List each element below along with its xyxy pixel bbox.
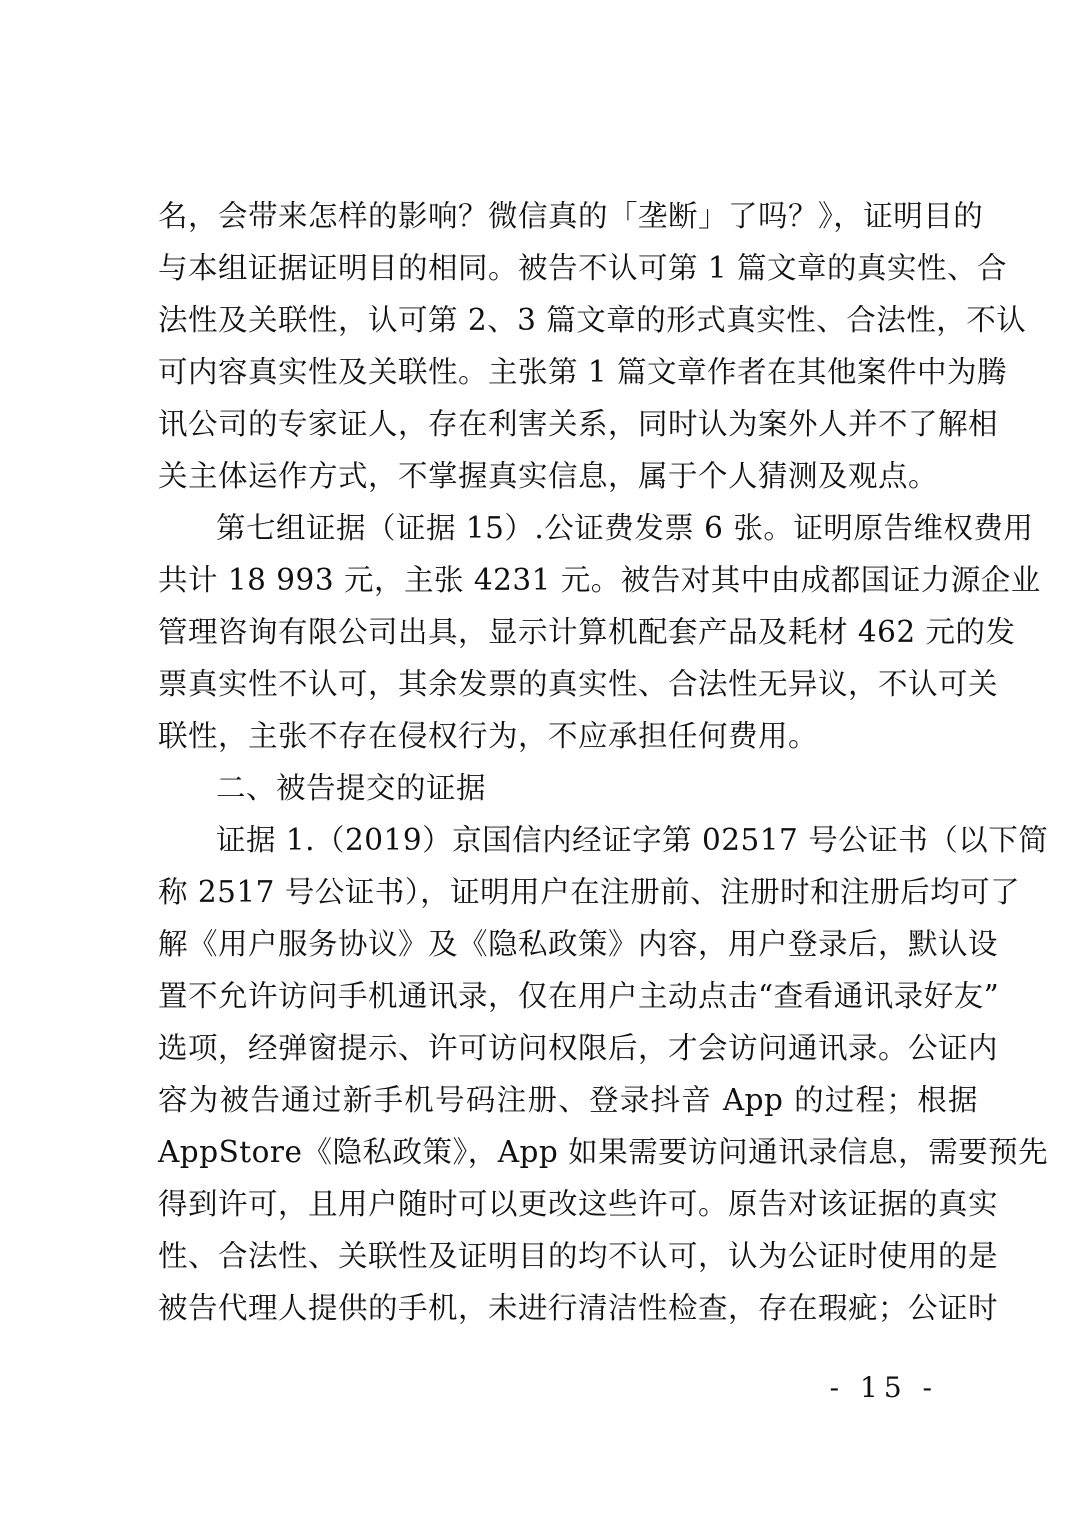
text-line: 第七组证据（证据 15）.公证费发票 6 张。证明原告维权费用: [216, 511, 1034, 545]
text-line: 法性及关联性，认可第 2、3 篇文章的形式真实性、合法性，不认: [158, 303, 1027, 337]
text-line: 讯公司的专家证人，存在利害关系，同时认为案外人并不了解相: [158, 407, 999, 441]
text-line: 选项，经弹窗提示、许可访问权限后，才会访问通讯录。公证内: [158, 1031, 999, 1065]
text-line: 可内容真实性及关联性。主张第 1 篇文章作者在其他案件中为腾: [158, 355, 1008, 389]
text-line: 证据 1.（2019）京国信内经证字第 02517 号公证书（以下简: [216, 823, 1049, 857]
text-line: 联性，主张不存在侵权行为，不应承担任何费用。: [158, 719, 819, 753]
text-line: 关主体运作方式，不掌握真实信息，属于个人猜测及观点。: [158, 459, 939, 493]
text-line: 性、合法性、关联性及证明目的均不认可，认为公证时使用的是: [158, 1239, 999, 1273]
text-line: 解《用户服务协议》及《隐私政策》内容，用户登录后，默认设: [158, 927, 999, 961]
text-line: 得到许可，且用户随时可以更改这些许可。原告对该证据的真实: [158, 1187, 999, 1221]
text-line: 票真实性不认可，其余发票的真实性、合法性无异议，不认可关: [158, 667, 999, 701]
text-line: 称 2517 号公证书），证明用户在注册前、注册时和注册后均可了: [158, 875, 1021, 909]
text-line: 容为被告通过新手机号码注册、登录抖音 App 的过程；根据: [158, 1083, 978, 1117]
text-line: 置不允许访问手机通讯录，仅在用户主动点击“查看通讯录好友”: [158, 979, 1000, 1013]
text-line: 管理咨询有限公司出具，显示计算机配套产品及耗材 462 元的发: [158, 615, 1016, 649]
text-line: 被告代理人提供的手机，未进行清洁性检查，存在瑕疵；公证时: [158, 1291, 999, 1325]
document-body: [158, 190, 1049, 1334]
section-heading: 二、被告提交的证据: [216, 771, 487, 805]
text-line: AppStore《隐私政策》，App 如果需要访问通讯录信息，需要预先: [158, 1135, 1049, 1169]
text-line: 名，会带来怎样的影响？微信真的「垄断」了吗？》，证明目的: [158, 199, 984, 233]
text-line: 共计 18 993 元，主张 4231 元。被告对其中由成都国证力源企业: [158, 563, 1041, 597]
text-line: 与本组证据证明目的相同。被告不认可第 1 篇文章的真实性、合: [158, 251, 1008, 285]
page-number: - 15 -: [829, 1371, 938, 1404]
